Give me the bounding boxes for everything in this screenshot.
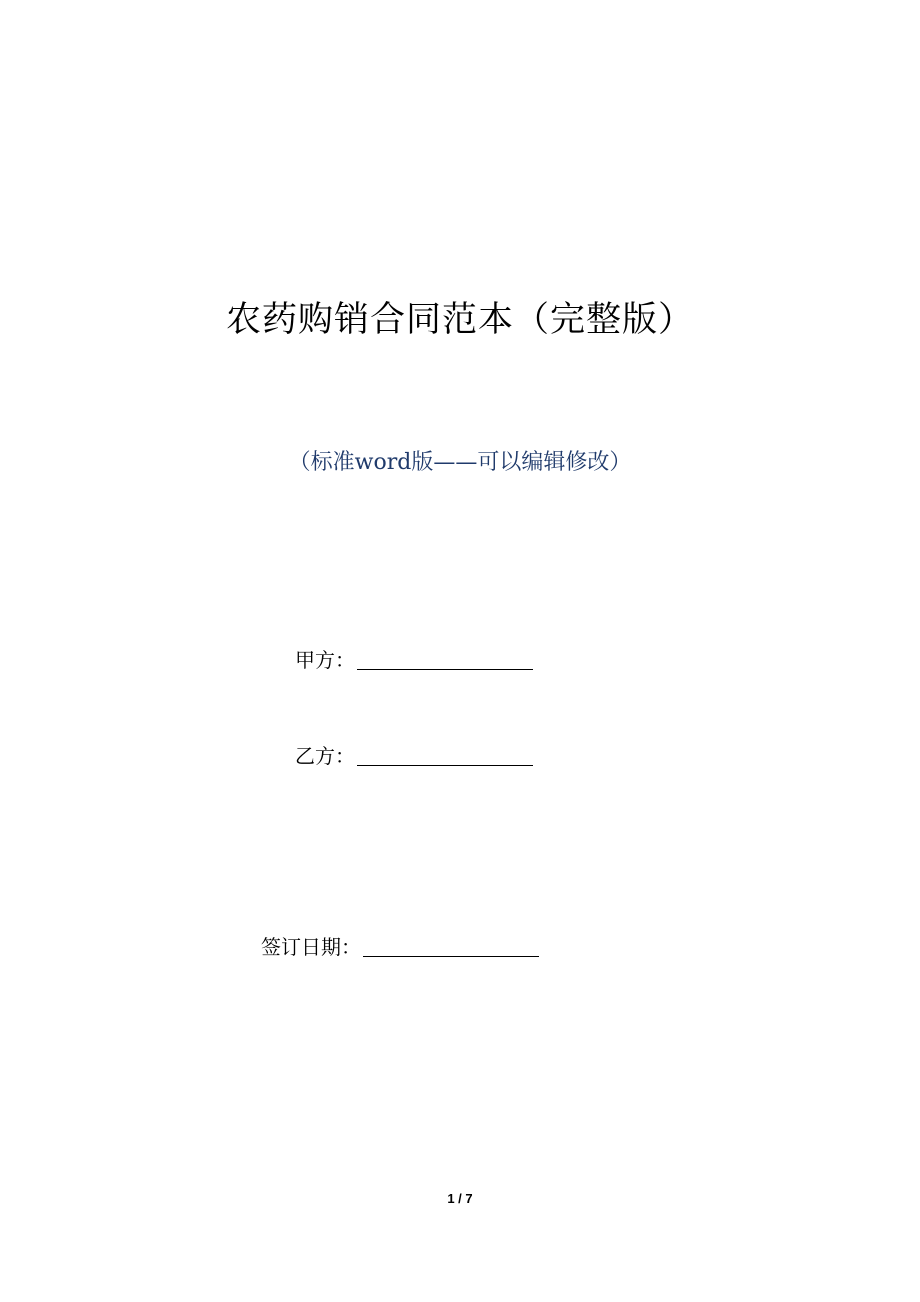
document-title: 农药购销合同范本（完整版）: [225, 300, 694, 340]
party-a-field: [295, 642, 533, 674]
sign-date-blank-line[interactable]: [363, 936, 539, 957]
party-a-label: 甲方：: [295, 648, 355, 672]
party-b-field: [295, 738, 533, 770]
party-b-label: 乙方：: [295, 744, 355, 768]
party-b-blank-line[interactable]: [357, 745, 533, 766]
document-subtitle: （标准word版——可以编辑修改）: [288, 450, 632, 475]
sign-date-label: 签订日期：: [261, 935, 361, 959]
sign-date-field: [261, 929, 539, 961]
page-number: 1 / 7: [447, 1191, 473, 1206]
party-a-blank-line[interactable]: [357, 649, 533, 670]
